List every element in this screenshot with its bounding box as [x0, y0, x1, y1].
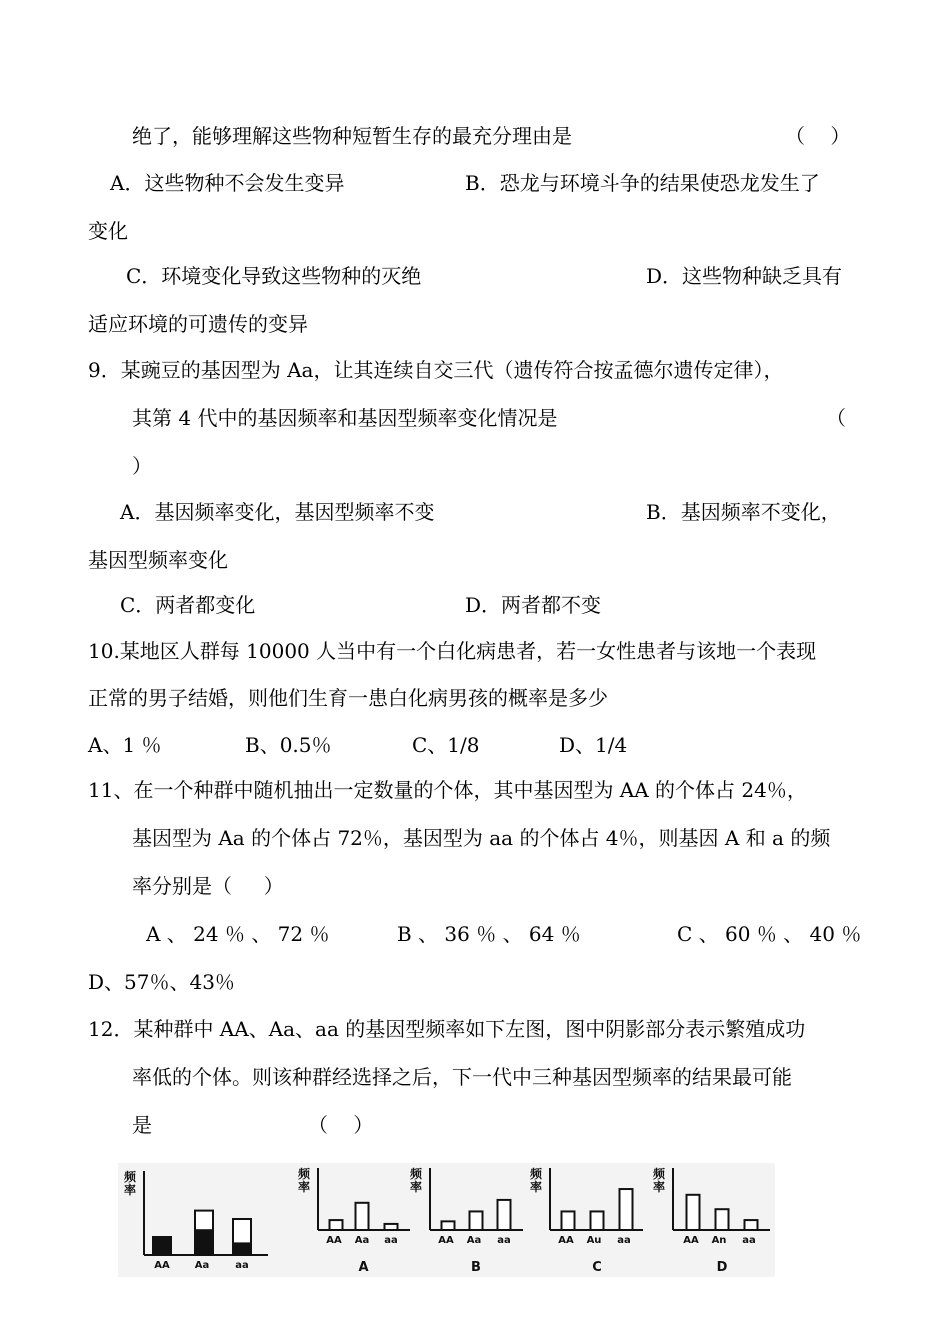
q8-answer-blank: （ ） — [785, 124, 851, 148]
panel-d-caption: D — [716, 1260, 728, 1275]
q8-option-d: D．这些物种缺乏具有 — [646, 264, 843, 288]
panel-c-tick-label: aa — [617, 1235, 631, 1246]
panel-d-tick-label: aa — [742, 1235, 756, 1246]
genotype-frequency-figure — [118, 1163, 775, 1277]
panel-c-bar-aa — [562, 1211, 575, 1230]
panel-c-caption: C — [592, 1260, 602, 1275]
q10-stem-line2: 正常的男子结婚，则他们生育一患白化病男孩的概率是多少 — [88, 686, 608, 710]
panel-original-bar-shaded-aa — [195, 1229, 213, 1255]
q8-option-c: C．环境变化导致这些物种的灭绝 — [126, 264, 422, 288]
q11-stem-line3: 率分别是（ ） — [132, 874, 284, 898]
panel-a-tick-label: aa — [384, 1235, 398, 1246]
q10-option-d: D、1/4 — [559, 733, 628, 757]
panel-c-bar-au — [591, 1211, 604, 1230]
panel-original-tick-label: Aa — [194, 1260, 210, 1271]
panel-a-bar-aa — [330, 1220, 343, 1230]
q12-stem-line3: 是 — [132, 1113, 152, 1137]
panel-c-bar-aa — [620, 1189, 633, 1230]
q10-stem-line1: 10.某地区人群每 10000 人当中有一个白化病患者，若一女性患者与该地一个表现 — [88, 639, 817, 663]
q10-option-b: B、0.5％ — [245, 733, 332, 757]
q9-option-d: D．两者都不变 — [465, 593, 602, 617]
q12-stem-line1: 12．某种群中 AA、Aa、aa 的基因型频率如下左图，图中阴影部分表示繁殖成功 — [88, 1017, 806, 1041]
q9-option-c: C．两者都变化 — [120, 593, 256, 617]
panel-d-bar-an — [716, 1209, 729, 1230]
q9-option-b: B．基因频率不变化， — [646, 500, 841, 524]
panel-original-bar-shaded-aa — [233, 1242, 251, 1255]
panel-b-bar-aa — [498, 1200, 511, 1230]
panel-a-bar-aa — [356, 1203, 369, 1230]
panel-c-ylabel-char: 频 — [530, 1167, 543, 1181]
panel-b-caption: B — [471, 1260, 481, 1275]
q12-answer-blank: （ ） — [308, 1113, 374, 1137]
panel-b-ylabel-char: 频 — [410, 1167, 423, 1181]
q8-option-b: B．恐龙与环境斗争的结果使恐龙发生了 — [465, 171, 820, 195]
q10-option-a: A、1 ％ — [88, 733, 162, 757]
panel-b-tick-label: aa — [497, 1235, 511, 1246]
q8-option-b-wrap: 变化 — [88, 219, 128, 243]
panel-original-bar-shaded-aa — [153, 1237, 171, 1255]
panel-c-ylabel-char: 率 — [530, 1180, 543, 1194]
q8-option-a: A．这些物种不会发生变异 — [110, 171, 345, 195]
q8-stem-continuation: 绝了，能够理解这些物种短暂生存的最充分理由是 — [132, 124, 572, 148]
panel-b-tick-label: Aa — [466, 1235, 482, 1246]
panel-original-ylabel-char: 率 — [124, 1183, 137, 1197]
q11-option-a: A 、 24 ％ 、 72 ％ — [146, 922, 330, 946]
panel-b-tick-label: AA — [438, 1235, 454, 1246]
panel-a-bar-aa — [385, 1224, 398, 1230]
panel-a-ylabel-char: 率 — [298, 1180, 311, 1194]
q11-option-c: C 、 60 ％ 、 40 ％ — [677, 922, 862, 946]
panel-c-tick-label: Au — [586, 1235, 602, 1246]
panel-d-ylabel-char: 率 — [653, 1180, 666, 1194]
panel-a-caption: A — [358, 1260, 369, 1275]
panel-b-bar-aa — [470, 1211, 483, 1230]
q9-option-a: A．基因频率变化，基因型频率不变 — [120, 500, 435, 524]
panel-original-ylabel-char: 频 — [124, 1170, 137, 1184]
q11-option-d: D、57％、43％ — [88, 970, 235, 994]
panel-d-bar-aa — [745, 1220, 758, 1230]
q9-stem-line1: 9．某豌豆的基因型为 Aa，让其连续自交三代（遗传符合按孟德尔遗传定律）， — [88, 358, 784, 382]
panel-a-tick-label: AA — [326, 1235, 342, 1246]
q9-paren-close: ） — [132, 454, 152, 478]
q12-stem-line2: 率低的个体。则该种群经选择之后，下一代中三种基因型频率的结果最可能 — [132, 1065, 792, 1089]
q9-stem-line2: 其第 4 代中的基因频率和基因型频率变化情况是 — [132, 406, 558, 430]
panel-d-tick-label: AA — [683, 1235, 699, 1246]
q10-option-c: C、1/8 — [412, 733, 480, 757]
q11-option-b: B 、 36 ％ 、 64 ％ — [397, 922, 581, 946]
panel-d-tick-label: An — [711, 1235, 727, 1246]
panel-b-bar-aa — [442, 1221, 455, 1230]
panel-c-tick-label: AA — [558, 1235, 574, 1246]
q9-paren-open: （ — [826, 406, 846, 430]
q8-option-d-wrap: 适应环境的可遗传的变异 — [88, 312, 308, 336]
panel-a-ylabel-char: 频 — [298, 1167, 311, 1181]
genotype-frequency-charts — [118, 1163, 775, 1277]
panel-a-tick-label: Aa — [354, 1235, 370, 1246]
q11-stem-line2: 基因型为 Aa 的个体占 72％，基因型为 aa 的个体占 4％，则基因 A 和 a 的频 — [132, 826, 831, 850]
panel-original-tick-label: aa — [235, 1260, 249, 1271]
q11-stem-line1: 11、在一个种群中随机抽出一定数量的个体，其中基因型为 AA 的个体占 24％， — [88, 778, 807, 802]
panel-d-ylabel-char: 频 — [653, 1167, 666, 1181]
panel-d-bar-aa — [687, 1195, 700, 1230]
q9-option-b-wrap: 基因型频率变化 — [88, 548, 228, 572]
panel-original-tick-label: AA — [154, 1260, 170, 1271]
panel-b-ylabel-char: 率 — [410, 1180, 423, 1194]
